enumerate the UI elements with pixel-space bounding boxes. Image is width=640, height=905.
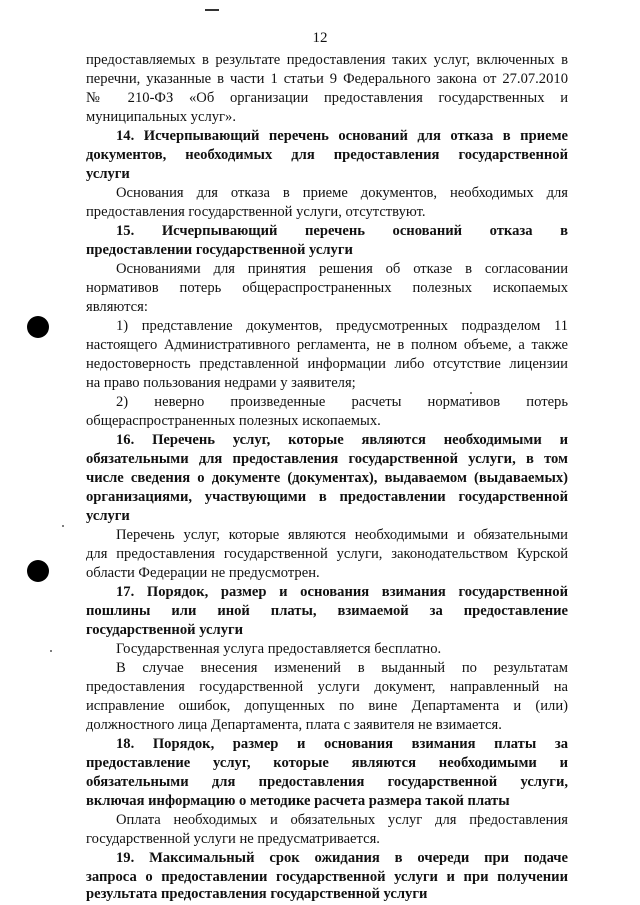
text-line: Государственная услуга предоставляется бесплатно. [116,641,442,657]
section-heading-19: 19. Максимальный срок ожидания в очереди при подаче [116,850,568,866]
scan-mark [205,9,219,11]
text-line: предоставления государственной услуги документ, направленный на [86,679,568,695]
text-line: 1) представление документов, предусмотренных подразделом 11 [116,318,568,334]
section-heading-15: 15. Исчерпывающий перечень оснований отказа в [116,223,568,239]
section-heading-19: результата предоставления государственной услуги [86,886,428,902]
section-heading-18: предоставление услуг, которые являются необходимыми и [86,755,568,771]
text-line: нормативов потерь общераспространенных полезных ископаемых [86,280,568,296]
text-line: перечни, указанные в части 1 статьи 9 Федерального закона от 27.07.2010 [86,71,568,87]
text-line: № 210-ФЗ «Об организации предоставления государственных и [86,90,568,106]
section-heading-14: 14. Исчерпывающий перечень оснований для отказа в приеме [116,128,568,144]
text-line: предоставления государственной услуги, отсутствуют. [86,204,426,220]
binder-hole [27,560,49,582]
section-heading-18: обязательными для предоставления государственной услуги, [86,774,568,790]
section-heading-16: обязательными для предоставления государственной услуги, в том [86,451,568,467]
binder-hole [27,316,49,338]
text-line: должностного лица Департамента, плата с заявителя не взимается. [86,717,502,733]
scan-speck [62,525,64,527]
section-heading-17: пошлины или иной платы, взимаемой за предоставление [86,603,568,619]
text-line: для предоставления государственной услуги, законодательством Курской [86,546,568,562]
text-line: Основаниями для принятия решения об отказе в согласовании [116,261,568,277]
page-number: 12 [312,30,328,46]
section-heading-17: государственной услуги [86,622,244,638]
section-heading-18: 18. Порядок, размер и основания взимания платы за [116,736,568,752]
section-heading-15: предоставлении государственной услуги [86,242,353,258]
text-line: области Федерации не предусмотрен. [86,565,320,581]
section-heading-16: 16. Перечень услуг, которые являются необходимыми и [116,432,568,448]
section-heading-19: запроса о предоставлении государственной услуги и при получении [86,869,568,885]
text-line: 2) неверно произведенные расчеты нормативов потерь [116,394,568,410]
section-heading-14: услуги [86,166,130,182]
text-line: муниципальных услуг». [86,109,236,125]
scan-speck [50,650,52,652]
text-line: Основания для отказа в приеме документов, необходимых для [116,185,568,201]
text-line: общераспространенных полезных ископаемых. [86,413,381,429]
section-heading-14: документов, необходимых для предоставления государственной [86,147,568,163]
text-line: предоставляемых в результате предоставления таких услуг, включенных в [86,52,568,68]
text-line: В случае внесения изменений в выданный по результатам [116,660,568,676]
section-heading-18: включая информацию о методике расчета размера такой платы [86,793,510,809]
text-line: недостоверность представленной информации либо отсутствие лицензии [86,356,568,372]
text-line: настоящего Административного регламента, не в полном объеме, а также [86,337,568,353]
section-heading-16: услуги [86,508,130,524]
text-line: являются: [86,299,148,315]
text-line: исправление ошибок, допущенных по вине Департамента и (или) [86,698,568,714]
text-line: Перечень услуг, которые являются необходимыми и обязательными [116,527,568,543]
section-heading-16: организациями, участвующими в предоставлении государственной [86,489,568,505]
text-line: государственной услуги не предусматривается. [86,831,380,847]
text-line: Оплата необходимых и обязательных услуг для предоставления [116,812,568,828]
section-heading-17: 17. Порядок, размер и основания взимания государственной [116,584,568,600]
section-heading-16: числе сведения о документе (документах), выдаваемом (выдаваемых) [86,470,568,486]
text-line: на право пользования недрами у заявителя; [86,375,356,391]
